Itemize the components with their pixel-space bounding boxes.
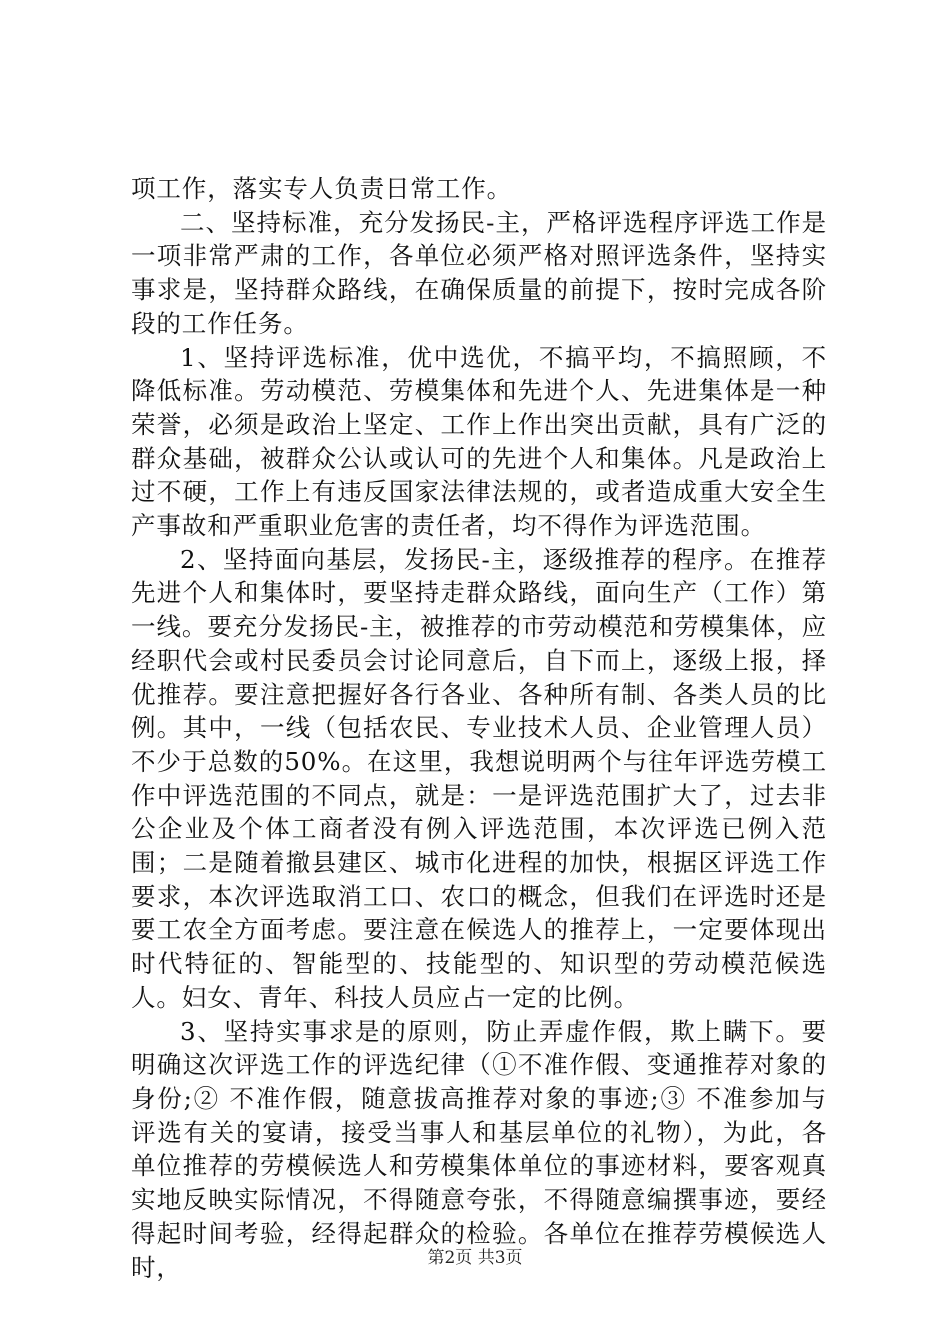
paragraph-item-one: 1、坚持评选标准，优中选优，不搞平均，不搞照顾，不降低标准。劳动模范、劳模集体和先进个人、先进集体是一种荣誉，必须是政治上坚定、工作上作出突出贡献，具有广泛的群众基础，被群众公认或认可的先进个人和集体。凡是政治上过不硬，工作上有违反国家法律法规的，或者造成重大安全生产事故和严重职业危害的责任者，均不得作为评选范围。 [131,342,827,541]
paragraph-item-two: 2、坚持面向基层，发扬民-主，逐级推荐的程序。在推荐先进个人和集体时，要坚持走群众路线，面向生产（工作）第一线。要充分发扬民-主，被推荐的市劳动模范和劳模集体，应经职代会或村民委员会讨论同意后，自下而上，逐级上报，择优推荐。要注意把握好各行各业、各种所有制、各类人员的比例。其中，一线（包括农民、专业技术人员、企业管理人员）不少于总数的50%。在这里，我想说明两个与往年评选劳模工作中评选范围的不同点，就是：一是评选范围扩大了，过去非公企业及个体工商者没有例入评选范围，本次评选已例入范围；二是随着撤县建区、城市化进程的加快，根据区评选工作要求，本次评选取消工口、农口的概念，但我们在评选时还是要工农全方面考虑。要注意在候选人的推荐上，一定要体现出时代特征的、智能型的、技能型的、知识型的劳动模范候选人。妇女、青年、科技人员应占一定的比例。 [131,544,827,1012]
paragraph-continuation: 项工作，落实专人负责日常工作。 [131,174,512,203]
document-body [131,172,827,1284]
paragraph-section-two: 二、坚持标准，充分发扬民-主，严格评选程序评选工作是一项非常严肃的工作，各单位必须严格对照评选条件，坚持实事求是，坚持群众路线，在确保质量的前提下，按时完成各阶段的工作任务。 [131,207,827,338]
paragraph-item-three: 3、坚持实事求是的原则，防止弄虚作假，欺上瞒下。要明确这次评选工作的评选纪律（①不准作假、变通推荐对象的身份;② 不准作假，随意拔高推荐对象的事迹;③ 不准参加与评选有关的宴请，接受当事人和基层单位的礼物），为此，各单位推荐的劳模候选人和劳模集体单位的事迹材料，要客观真实地反映实际情况，不得随意夸张，不得随意编撰事迹，要经得起时间考验，经得起群众的检验。各单位在推荐劳模候选人时， [131,1016,827,1282]
page-number-footer: 第2页 共3页 [427,1248,523,1268]
